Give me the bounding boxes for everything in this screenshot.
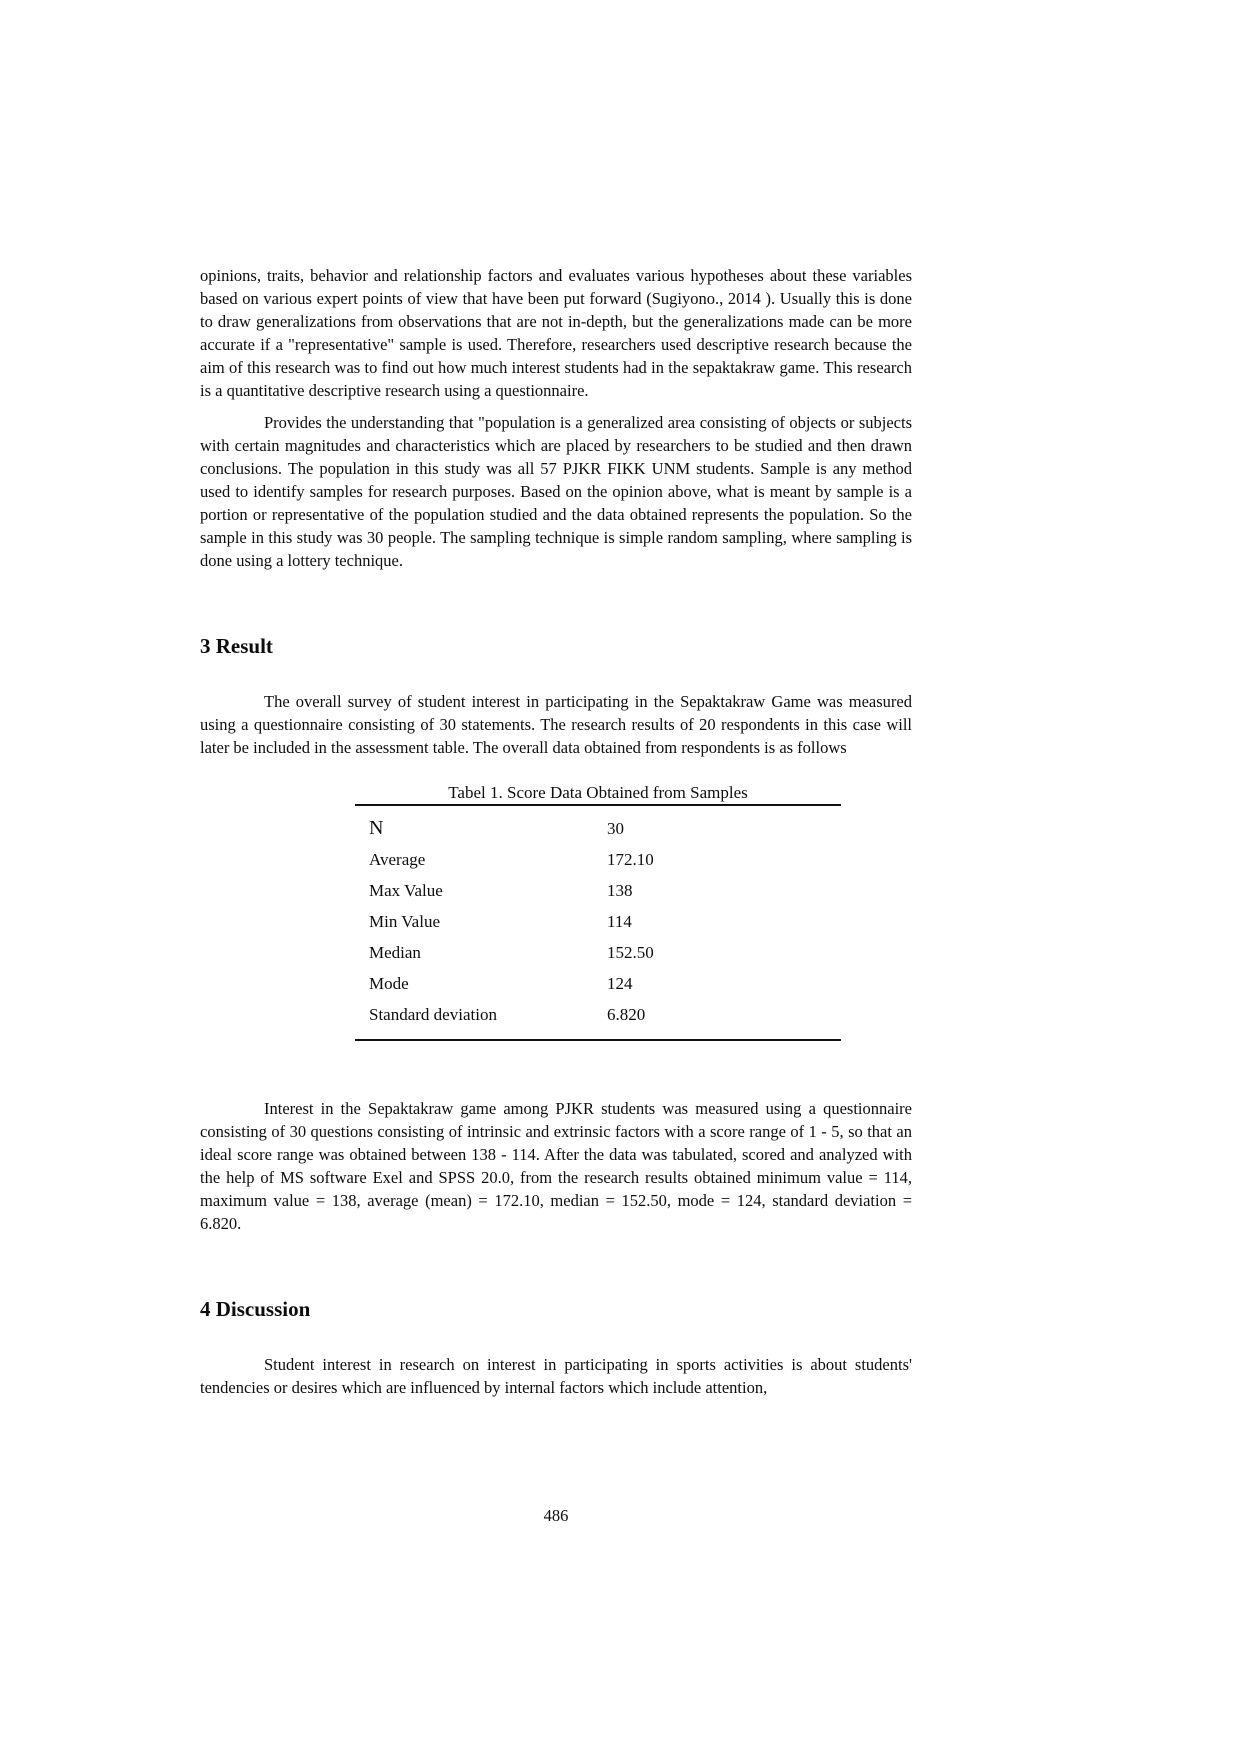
table-row-value: 6.820 xyxy=(607,1005,646,1024)
score-table-block xyxy=(355,781,841,1041)
table-row-label: Average xyxy=(369,850,426,869)
table-row-label: Max Value xyxy=(369,881,443,900)
paragraph-result-intro: The overall survey of student interest in participating in the Sepaktakraw Game was measured using a questionnaire consisting of 30 statements. The research results of 20 respondents in this case will later be included in the assessment table. The overall data obtained from respondents is as follows xyxy=(200,692,912,757)
section-heading-discussion: 4 Discussion xyxy=(200,1297,311,1321)
score-table xyxy=(355,804,841,1041)
table-row-value: 172.10 xyxy=(607,850,654,869)
table-row-label: N xyxy=(369,817,384,839)
table-row xyxy=(355,999,841,1030)
page-number: 486 xyxy=(543,1506,569,1525)
table-row-label: Mode xyxy=(369,974,409,993)
table-row-value: 152.50 xyxy=(607,943,654,962)
paragraph-methodology: opinions, traits, behavior and relationship factors and evaluates various hypotheses about these variables based on various expert points of view that have been put forward (Sugiyono., 2014 ). Usually this is done to draw generalizations from observations that are not in-depth, but the generalizations made can be more accurate if a "representative" sample is used. Therefore, researchers used descriptive research because the aim of this research was to find out how much interest students had in the sepaktakraw game. This research is a quantitative descriptive research using a questionnaire. xyxy=(200,266,912,400)
section-heading-result: 3 Result xyxy=(200,634,273,658)
paragraph-population: Provides the understanding that "population is a generalized area consisting of objects or subjects with certain magnitudes and characteristics which are placed by researchers to be studied and then drawn conclusions. The population in this study was all 57 PJKR FIKK UNM students. Sample is any method used to identify samples for research purposes. Based on the opinion above, what is meant by sample is a portion or representative of the population studied and the data obtained represents the population. So the sample in this study was 30 people. The sampling technique is simple random sampling, where sampling is done using a lottery technique. xyxy=(200,413,912,570)
paragraph-result-analysis: Interest in the Sepaktakraw game among PJKR students was measured using a questionnaire consisting of 30 questions consisting of intrinsic and extrinsic factors with a score range of 1 - 5, so that an ideal score range was obtained between 138 - 114. After the data was tabulated, scored and analyzed with the help of MS software Exel and SPSS 20.0, from the research results obtained minimum value = 114, maximum value = 138, average (mean) = 172.10, median = 152.50, mode = 124, standard deviation = 6.820. xyxy=(200,1099,912,1233)
table-caption: Tabel 1. Score Data Obtained from Samples xyxy=(448,783,748,802)
table-row-label: Standard deviation xyxy=(369,1005,497,1024)
table-row-value: 30 xyxy=(607,819,624,838)
table-row xyxy=(355,875,841,906)
paragraph-discussion-intro: Student interest in research on interest in participating in sports activities is about students' tendencies or desires which are influenced by internal factors which include attention, xyxy=(200,1355,912,1397)
table-row-value: 124 xyxy=(607,974,633,993)
table-row-value: 138 xyxy=(607,881,633,900)
table-row xyxy=(355,906,841,937)
table-row-value: 114 xyxy=(607,912,632,931)
table-row xyxy=(355,937,841,968)
text-column xyxy=(200,264,912,1399)
table-row-label: Min Value xyxy=(369,912,440,931)
table-row xyxy=(355,968,841,999)
table-row xyxy=(355,813,841,844)
table-row-label: Median xyxy=(369,943,421,962)
table-row xyxy=(355,844,841,875)
